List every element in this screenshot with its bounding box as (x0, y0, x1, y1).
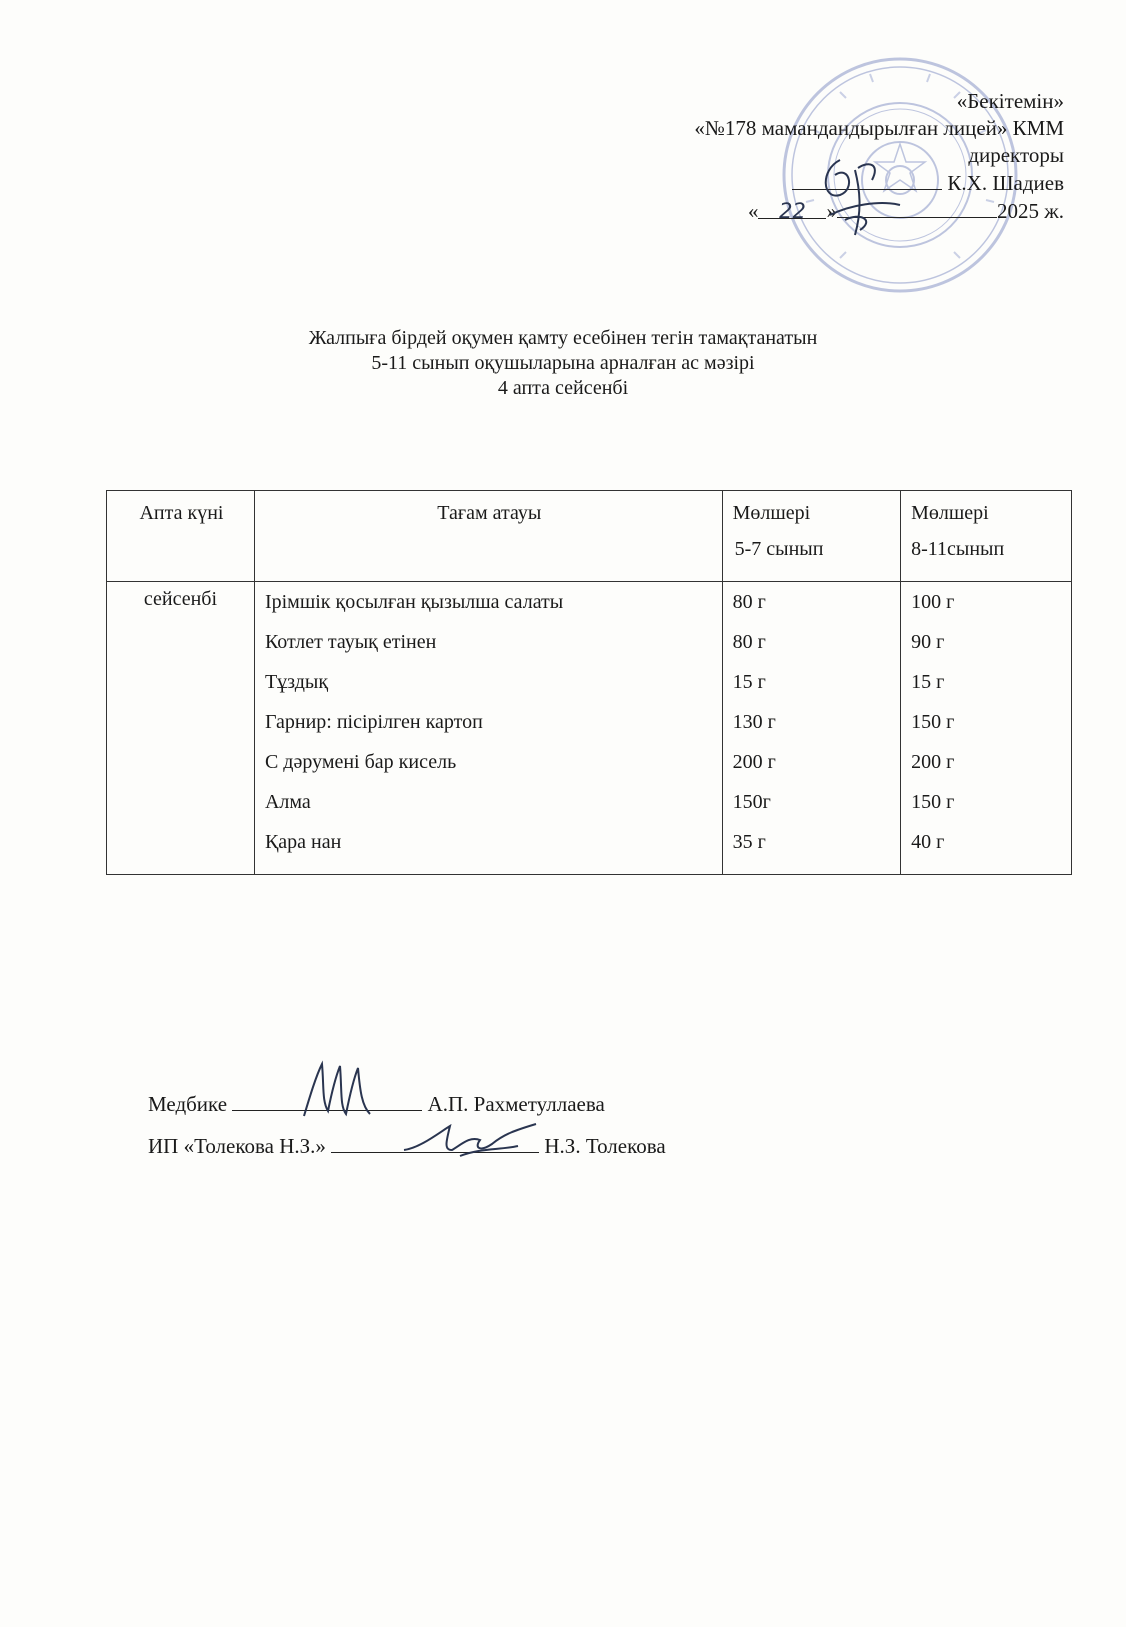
header-qty-5-7 (722, 491, 901, 582)
director-name: К.Х. Шадиев (947, 171, 1064, 195)
dish-item: Алма (264, 791, 311, 813)
dish-item: Тұздық (264, 671, 329, 693)
dish-item: Гарнир: пісірілген картоп (264, 711, 483, 733)
qty-8-11-item: 40 г (911, 831, 945, 853)
ip-signature (400, 1120, 540, 1165)
qty-8-11-item: 90 г (911, 631, 945, 653)
header-qty-8-11-label: Мөлшері (911, 502, 989, 524)
header-qty-8-11-sub: 8-11сынып (911, 538, 1005, 560)
dish-item: Қара нан (264, 831, 342, 853)
title-line-3: 4 апта сейсенбі (497, 377, 629, 399)
approval-heading: «Бекітемін» (956, 89, 1064, 113)
date-open-quote: « (747, 199, 759, 223)
day-cell: сейсенбі (107, 582, 255, 875)
qty-8-11-item: 150 г (911, 711, 955, 733)
nurse-name: А.П. Рахметуллаева (427, 1092, 605, 1116)
nurse-signature (300, 1056, 380, 1126)
dish-item: С дәрумені бар кисель (264, 751, 457, 773)
qty-5-7-item: 80 г (732, 631, 766, 653)
qty-5-7-item: 150г (732, 791, 771, 813)
nurse-label: Медбике (148, 1092, 228, 1116)
approval-organization: «№178 мамандандырылған лицей» КММ (694, 116, 1064, 140)
date-day-handwritten: 22 (779, 199, 806, 223)
dish-cell (254, 582, 722, 875)
title-line-1: Жалпыға бірдей оқумен қамту есебінен тегін тамақтанатын (308, 327, 818, 349)
header-day: Апта күні (107, 491, 255, 582)
qty-8-11-item: 15 г (911, 671, 945, 693)
qty-8-11-item: 150 г (911, 791, 955, 813)
qty-5-7-item: 130 г (732, 711, 776, 733)
dish-item: Котлет тауық етінен (264, 631, 437, 653)
header-qty-5-7-label: Мөлшері (732, 502, 811, 524)
header-qty-8-11 (901, 491, 1072, 582)
qty-5-7-item: 200 г (732, 751, 776, 773)
header-dish: Тағам атауы (254, 491, 722, 582)
qty-8-11-item: 100 г (911, 591, 955, 613)
ip-name: Н.З. Толекова (544, 1134, 666, 1158)
qty-5-7-item: 35 г (732, 831, 766, 853)
ip-label: ИП «Толекова Н.З.» (148, 1134, 326, 1158)
qty-5-7-item: 80 г (732, 591, 766, 613)
qty-8-11-item: 200 г (911, 751, 955, 773)
header-qty-5-7-sub: 5-7 сынып (734, 538, 824, 560)
date-close-quote: » (826, 199, 837, 223)
qty-5-7-item: 15 г (732, 671, 766, 693)
table-row (107, 582, 1072, 875)
title-line-2: 5-11 сынып оқушыларына арналған ас мәзірі (371, 352, 755, 374)
approval-year: 2025 ж. (996, 199, 1064, 223)
qty-8-11-cell (901, 582, 1072, 875)
menu-table (106, 490, 1072, 875)
table-header-row (107, 491, 1072, 582)
qty-5-7-cell (722, 582, 901, 875)
dish-item: Ірімшік қосылған қызылша салаты (264, 591, 564, 613)
approval-position: директоры (968, 143, 1064, 167)
menu-title (0, 326, 1126, 401)
director-signature (800, 150, 910, 240)
